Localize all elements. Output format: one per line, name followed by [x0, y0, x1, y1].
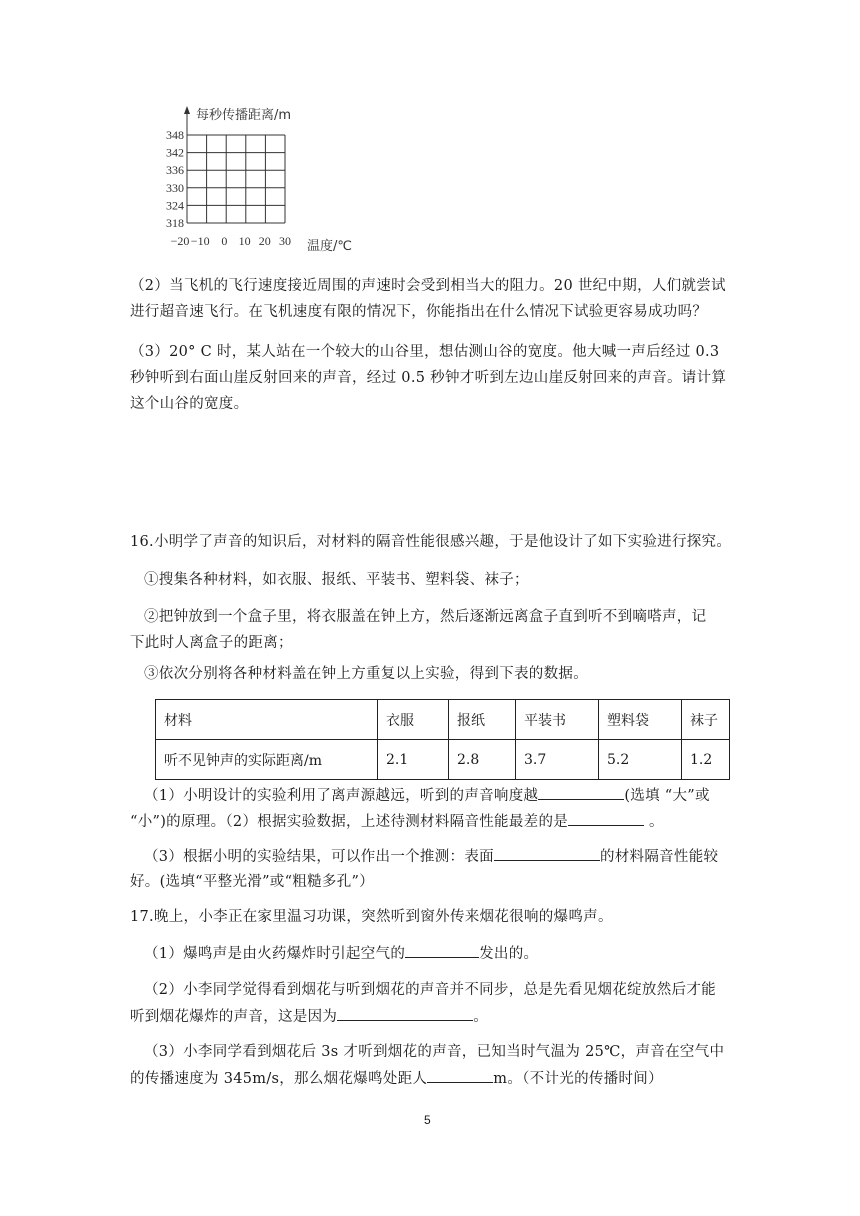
x-tick-label: −20: [170, 234, 190, 248]
q17-answer2-end: 。: [473, 1009, 489, 1025]
page-number: 5: [424, 1113, 431, 1127]
y-tick-labels: [166, 128, 184, 230]
q16-answer3-text: （3）根据小明的实验结果，可以作出一个推测：表面: [144, 849, 494, 865]
q15-part3-line1: （3）20° C 时，某人站在一个较大的山谷里，想估测山谷的宽度。他大喊一声后经过 0.3: [130, 344, 720, 360]
q17-answer2-line1: （2）小李同学觉得看到烟花与听到烟花的声音并不同步，总是先看见烟花绽放然后才能: [144, 982, 716, 998]
y-tick-label: 342: [166, 145, 184, 160]
table-cell: 1.2: [682, 740, 730, 780]
table-cell: 2.1: [378, 740, 449, 780]
q17-answer1-tail: 发出的。: [479, 946, 539, 962]
q17-answer3-line2: [130, 1068, 663, 1089]
x-tick-label: 20: [258, 234, 271, 248]
table-cell: 报纸: [449, 700, 516, 740]
q16-answer1-line2: [130, 811, 664, 832]
q15-part2-line2: 进行超音速飞行。在飞机速度有限的情况下，你能指出在什么情况下试验更容易成功吗？: [130, 304, 708, 320]
table-cell: 衣服: [378, 700, 449, 740]
q16-answer3-line2: 好。(选填“平整光滑”或“粗糙多孔”）: [130, 874, 375, 890]
materials-table: [155, 699, 730, 780]
q17-answer2-text: 听到烟花爆炸的声音，这是因为: [130, 1009, 338, 1025]
q17-answer3-text: 的传播速度为 345m/s，那么烟花爆鸣处距人: [130, 1071, 428, 1087]
q16-answer1-text: （1）小明设计的实验利用了离声源越远，听到的声音响度越: [144, 788, 539, 804]
answer-blank[interactable]: [568, 811, 644, 826]
table-cell: 材料: [156, 700, 378, 740]
y-axis-arrow: [184, 106, 190, 114]
table-cell: 5.2: [599, 740, 682, 780]
q17-answer1-text: （1）爆鸣声是由火药爆炸时引起空气的: [144, 946, 406, 962]
q16-stem: 16.小明学了声音的知识后，对材料的隔音性能很感兴趣，于是他设计了如下实验进行探究。: [130, 534, 732, 550]
x-axis-label: 温度/℃: [307, 239, 352, 254]
table-cell: 听不见钟声的实际距离/m: [156, 740, 378, 780]
q15-part2-line1: （2）当飞机的飞行速度接近周围的声速时会受到相当大的阻力。20 世纪中期，人们就尝试: [130, 278, 726, 294]
answer-blank[interactable]: [427, 1068, 493, 1083]
table-cell: 袜子: [682, 700, 730, 740]
y-tick-label: 318: [166, 216, 184, 230]
q17-answer1: [144, 943, 538, 964]
y-tick-label: 330: [166, 180, 184, 195]
table-cell: 平装书: [516, 700, 599, 740]
q16-answer3-tail: 的材料隔音性能较: [599, 849, 719, 865]
x-tick-labels: [171, 234, 291, 248]
answer-blank[interactable]: [337, 1006, 473, 1021]
chart-grid: [187, 135, 285, 223]
table-row: [156, 700, 730, 740]
x-tick-label: −10: [190, 234, 210, 248]
answer-blank[interactable]: [405, 943, 479, 958]
x-tick-label: 10: [238, 234, 251, 248]
table-cell: 3.7: [516, 740, 599, 780]
q15-part3-line2: 秒钟听到右面山崖反射回来的声音，经过 0.5 秒钟才听到左边山崖反射回来的声音。请计算: [130, 370, 727, 386]
answer-blank[interactable]: [494, 846, 600, 861]
y-tick-label: 324: [166, 198, 184, 213]
x-tick-label: 30: [279, 234, 291, 248]
y-axis-label: 每秒传播距离/m: [196, 108, 292, 123]
q16-answer1-line1: [144, 785, 710, 806]
speed-temperature-chart: [150, 100, 370, 260]
q17-answer3-line1: （3）小李同学看到烟花后 3s 才听到烟花的声音，已知当时气温为 25℃，声音在空气中: [144, 1044, 725, 1060]
answer-blank[interactable]: [538, 785, 624, 800]
table-cell: 塑料袋: [599, 700, 682, 740]
q16-answer2-text: “小”)的原理。（2）根据实验数据，上述待测材料隔音性能最差的是: [130, 814, 569, 830]
q16-step2-line2: 下此时人离盒子的距离；: [130, 635, 293, 651]
q16-step2-line1: ②把钟放到一个盒子里，将衣服盖在钟上方，然后逐渐远离盒子直到听不到嘀嗒声，记: [144, 609, 707, 625]
q17-stem: 17.晚上，小李正在家里温习功课，突然听到窗外传来烟花很响的爆鸣声。: [130, 909, 613, 925]
q15-part3-line3: 这个山谷的宽度。: [130, 396, 249, 412]
table-cell: 2.8: [449, 740, 516, 780]
q16-answer1-choice: (选填 “大”或: [624, 788, 710, 804]
y-tick-label: 348: [166, 128, 184, 142]
table-row: [156, 740, 730, 780]
q16-step3: ③依次分别将各种材料盖在钟上方重复以上实验，得到下表的数据。: [144, 666, 588, 682]
q17-answer2-line2: [130, 1006, 488, 1027]
y-tick-label: 336: [166, 163, 184, 178]
x-tick-label: 0: [221, 234, 228, 248]
q16-answer3-line1: [144, 846, 718, 867]
q16-answer2-end: 。: [644, 814, 664, 830]
q16-step1: ①搜集各种材料，如衣服、报纸、平装书、塑料袋、袜子；: [144, 572, 529, 588]
q17-answer3-tail: m。（不计光的传播时间）: [493, 1071, 663, 1087]
